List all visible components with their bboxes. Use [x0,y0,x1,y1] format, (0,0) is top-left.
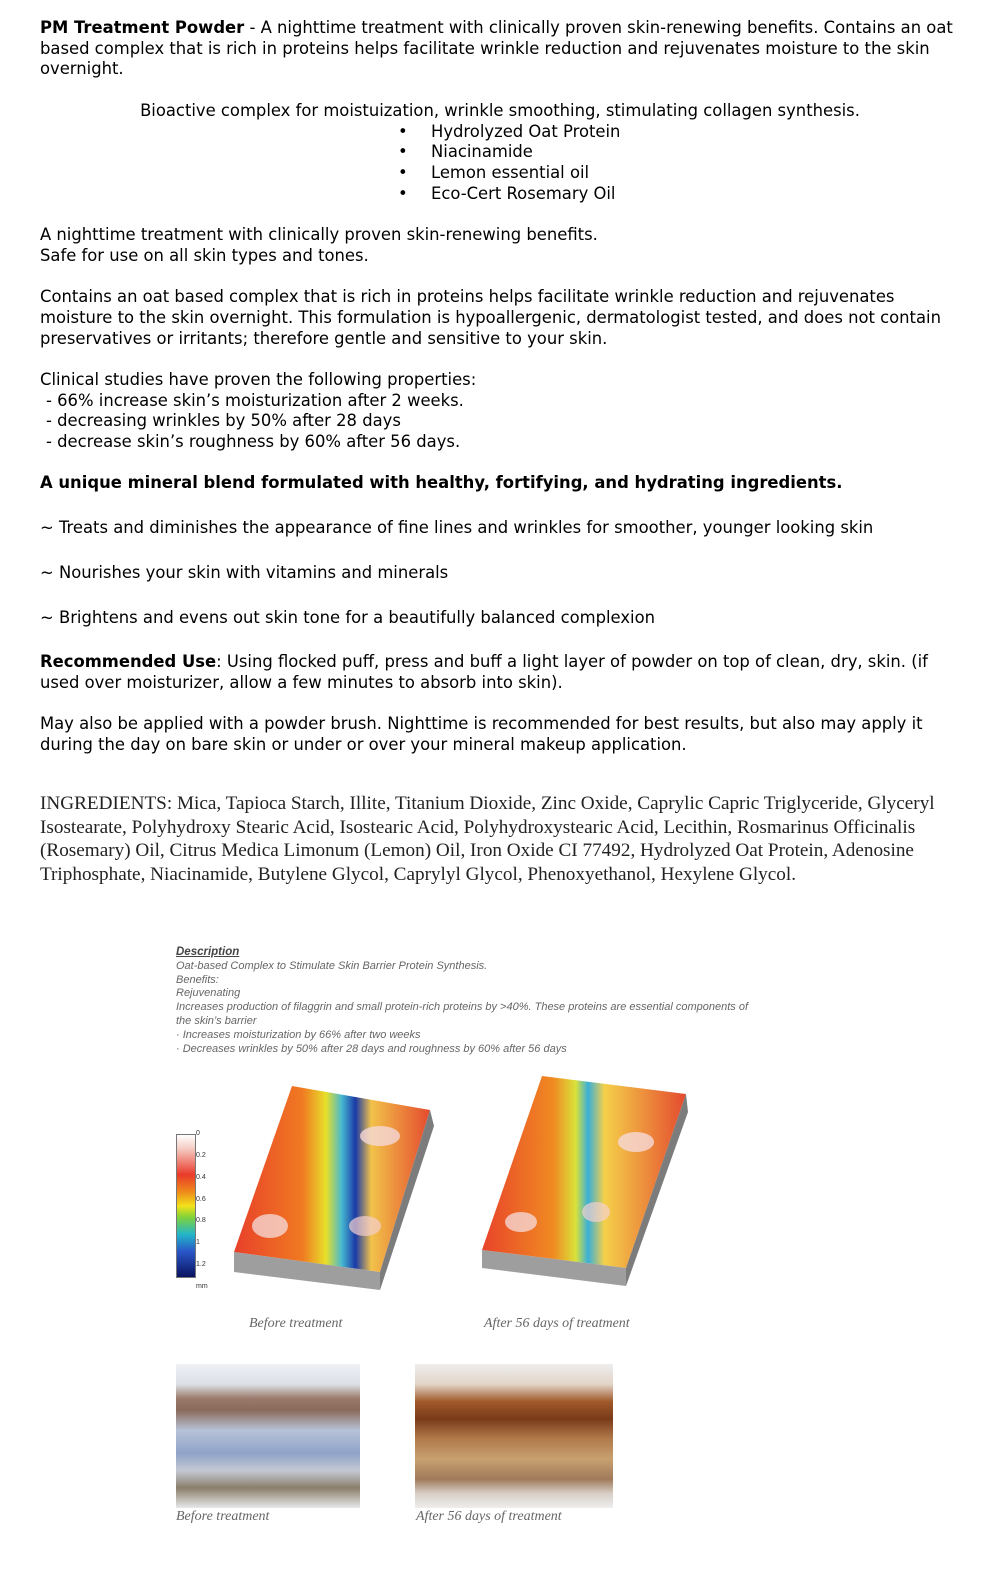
scale-tick: 1 [196,1239,200,1246]
figure-description [176,946,876,1056]
nighttime-line: A nighttime treatment with clinically proven skin-renewing benefits. [40,225,598,244]
safe-line: Safe for use on all skin types and tones. [40,245,369,265]
description-line: the skin’s barrier [176,1014,257,1027]
description-line: Oat-based Complex to Stimulate Skin Barrier Protein Synthesis. [176,959,488,972]
description-line: Increases production of filaggrin and small protein-rich proteins by >40%. These proteins are essential components of [176,1001,749,1014]
description-line: Rejuvenating [176,987,241,1000]
after-surface-image [476,1072,688,1290]
list-item: • Lemon essential oil [398,163,960,184]
depth-color-scale [176,1134,196,1278]
powder-brush-paragraph: May also be applied with a powder brush. Nighttime is recommended for best results, but also may apply it during the day on bare skin or under or over your mineral makeup application. [40,714,923,754]
intro-paragraph: PM Treatment Powder - A nighttime treatment with clinically proven skin-renewing benefits. Contains an oat based complex that is rich in proteins helps facilitate wrinkle reduction and rejuvenates moisture to the skin overnight. [40,18,953,79]
scale-tick: 0.6 [196,1196,206,1203]
bioactive-heading: Bioactive complex for moistuization, wrinkle smoothing, stimulating collagen synthesis. [140,100,860,120]
caption-before-micro: Before treatment [176,1509,270,1524]
bioactive-list [40,122,960,205]
scale-tick: 1.2 [196,1261,206,1268]
benefit-item: ~ Treats and diminishes the appearance of fine lines and wrinkles for smoother, younger looking skin [40,518,874,538]
list-item: - decrease skin’s roughness by 60% after 56 days. [46,432,461,451]
clinical-list [40,391,960,453]
clinical-figure [176,946,876,1056]
scale-tick: 0 [196,1130,200,1137]
after-micrograph-image [415,1364,613,1508]
list-item: • Niacinamide [398,142,960,163]
clinical-heading: Clinical studies have proven the following properties: [40,369,477,389]
description-line: Benefits: [176,973,219,986]
caption-after-3d: After 56 days of treatment [484,1316,630,1331]
recommended-label: Recommended Use [40,652,217,672]
mineral-heading: A unique mineral blend formulated with healthy, fortifying, and hydrating ingredients. [40,473,843,493]
product-title: PM Treatment Powder [40,18,245,37]
scale-tick: mm [196,1283,208,1290]
list-item: - decreasing wrinkles by 50% after 28 days [46,411,401,431]
list-item: - 66% increase skin’s moisturization after 2 weeks. [46,390,464,410]
recommended-use: Recommended Use: Using flocked puff, press and buff a light layer of powder on top of clean, dry, skin. (if used over moisturizer, allow a few minutes to absorb into skin). [40,652,928,692]
scale-tick: 0.2 [196,1152,206,1159]
benefit-item: ~ Brightens and evens out skin tone for a beautifully balanced complexion [40,607,656,627]
intro-text: A nighttime treatment with clinically proven skin-renewing benefits. Contains an oat based complex that is rich in proteins helps facilitate wrinkle reduction and rejuvenates moisture to the skin overnight. [40,18,953,79]
caption-before-3d: Before treatment [249,1316,343,1331]
list-item: • Hydrolyzed Oat Protein [398,122,960,143]
description-heading: Description [176,946,240,958]
scale-tick: 0.4 [196,1174,206,1181]
product-description [40,18,960,756]
before-micrograph-image [176,1364,360,1508]
list-item: • Eco-Cert Rosemary Oil [398,184,960,205]
scale-tick: 0.8 [196,1217,206,1224]
before-surface-image [230,1076,436,1292]
formulation-paragraph: Contains an oat based complex that is rich in proteins helps facilitate wrinkle reduction and rejuvenates moisture to the skin overnight. This formulation is hypoallergenic, dermatologist tested, and does not contain preservatives or irritants; therefore gentle and sensitive to your skin. [40,287,941,348]
description-line: · Increases moisturization by 66% after two weeks [176,1028,421,1041]
benefit-item: ~ Nourishes your skin with vitamins and minerals [40,562,449,582]
ingredients-list: INGREDIENTS: Mica, Tapioca Starch, Illite, Titanium Dioxide, Zinc Oxide, Caprylic Capric Triglyceride, Glyceryl Isostearate, Polyhydroxy Stearic Acid, Isostearic Acid, Polyhydroxystearic Acid, Lecithin, Rosmarinus Officinalis (Rosemary) Oil, Citrus Medica Limonum (Lemon) Oil, Iron Oxide CI 77492, Hydrolyzed Oat Protein, Adenosine Triphosphate, Niacinamide, Butylene Glycol, Caprylyl Glycol, Phenoxyethanol, Hexylene Glycol. [40,793,935,885]
caption-after-micro: After 56 days of treatment [416,1509,562,1524]
description-line: · Decreases wrinkles by 50% after 28 days and roughness by 60% after 56 days [176,1042,567,1055]
